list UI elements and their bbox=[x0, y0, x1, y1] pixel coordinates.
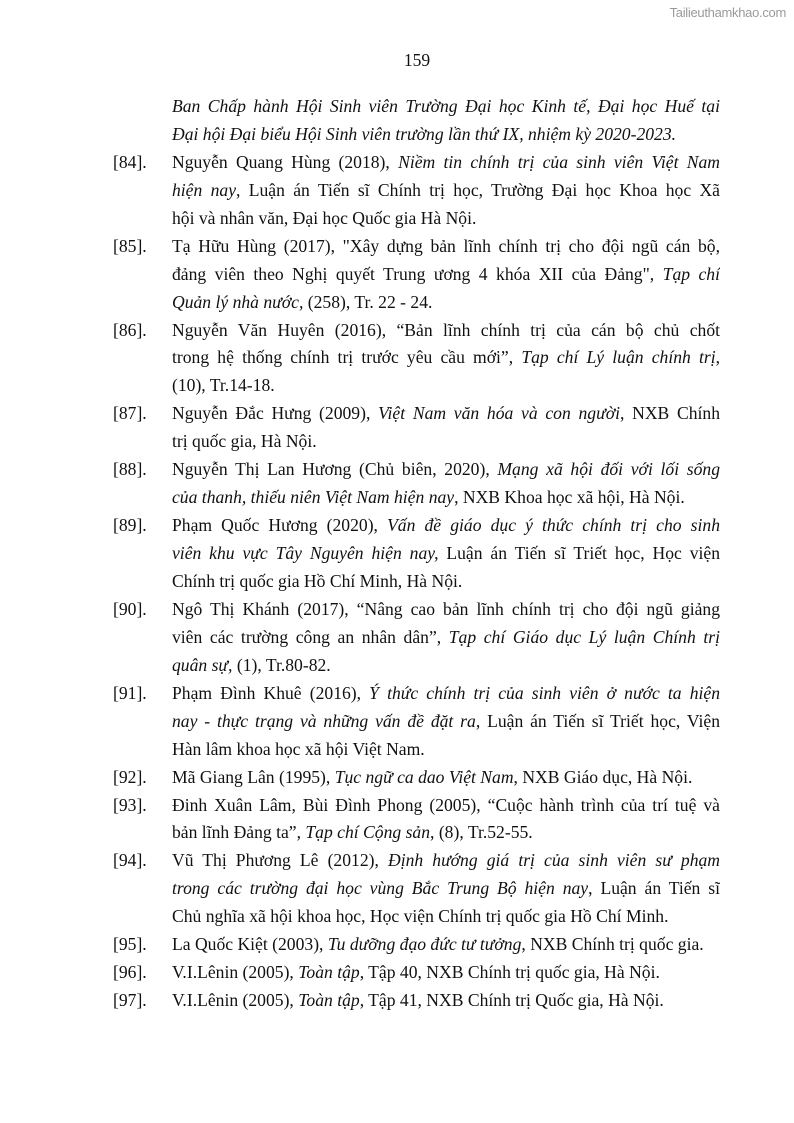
reference-text: Ngô Thị Khánh (2017), “Nâng cao bản lĩnh chính trị cho đội ngũ giảng bbox=[172, 598, 720, 619]
reference-text: Nguyễn Quang Hùng (2018), bbox=[172, 151, 399, 172]
reference-text: Tạ Hữu Hùng (2017), "Xây dựng bản lĩnh chính trị cho đội ngũ cán bộ, bbox=[172, 235, 720, 256]
reference-number: [93]. bbox=[113, 794, 147, 815]
reference-title: Toàn tập bbox=[298, 962, 360, 983]
reference-text: Nguyễn Đắc Hưng (2009), bbox=[172, 403, 379, 424]
reference-text: hội và nhân văn, Đại học Quốc gia Hà Nội. bbox=[172, 207, 477, 228]
page-number: 159 bbox=[403, 50, 431, 70]
reference-title: Niềm tin chính trị của sinh viên Việt Nam bbox=[398, 151, 720, 172]
reference-title: Tục ngữ ca dao Việt Nam bbox=[334, 766, 514, 787]
reference-text-line bbox=[172, 260, 720, 288]
reference-text: Chính trị quốc gia Hồ Chí Minh, Hà Nội. bbox=[172, 570, 463, 591]
reference-number: [97]. bbox=[113, 990, 147, 1011]
reference-title: Toàn tập bbox=[298, 990, 360, 1011]
reference-text-line bbox=[172, 791, 720, 819]
reference-text: , Luận án Tiến sĩ Chính trị học, Trường Đại học Khoa học Xã bbox=[236, 179, 720, 200]
reference-title: Tạp chí Cộng sản bbox=[305, 822, 431, 843]
reference-text-line bbox=[172, 818, 720, 846]
reference-number: [95]. bbox=[113, 934, 147, 955]
reference-text: Phạm Quốc Hương (2020), bbox=[172, 515, 388, 536]
reference-number: [92]. bbox=[113, 766, 147, 787]
reference-number: [89]. bbox=[113, 515, 147, 536]
reference-title: hiện nay bbox=[172, 179, 237, 200]
reference-number: [88]. bbox=[113, 459, 147, 480]
reference-number: [90]. bbox=[113, 598, 147, 619]
reference-text: , Luận án Tiến sĩ bbox=[588, 878, 720, 899]
reference-text-line bbox=[172, 204, 720, 232]
reference-title: Việt Nam văn hóa và con người bbox=[378, 403, 620, 424]
reference-text-line bbox=[172, 595, 720, 623]
reference-text-line bbox=[172, 92, 720, 120]
reference-text: đảng viên theo Nghị quyết Trung ương 4 khóa XII của Đảng", bbox=[172, 263, 663, 284]
reference-text: Vũ Thị Phương Lê (2012), bbox=[172, 850, 388, 871]
reference-text-line bbox=[172, 958, 720, 986]
reference-title: của thanh, thiếu niên Việt Nam hiện nay bbox=[172, 487, 455, 508]
reference-number: [85]. bbox=[113, 235, 147, 256]
reference-text-line bbox=[172, 930, 720, 958]
reference-text-line bbox=[172, 623, 720, 651]
reference-title: viên khu vực Tây Nguyên hiện nay, bbox=[172, 543, 439, 564]
reference-title: Tu dưỡng đạo đức tư tưởng bbox=[327, 934, 522, 955]
reference-title: Tạp chí bbox=[662, 263, 720, 284]
reference-text-line bbox=[172, 846, 720, 874]
reference-title: Ban Chấp hành Hội Sinh viên Trường Đại học Kinh tế, Đại học Huế tại bbox=[172, 96, 720, 116]
reference-text: Đinh Xuân Lâm, Bùi Đình Phong (2005), “Cuộc hành trình của trí tuệ và bbox=[172, 794, 720, 815]
reference-text: , NXB Giáo dục, Hà Nội. bbox=[513, 766, 693, 787]
reference-text: , NXB Khoa học xã hội, Hà Nội. bbox=[454, 487, 685, 508]
reference-text: trong hệ thống chính trị trước yêu cầu mới”, bbox=[172, 347, 522, 368]
reference-text: , NXB Chính trị quốc gia. bbox=[521, 934, 704, 955]
reference-text-line bbox=[172, 679, 720, 707]
reference-text: (258), Tr. 22 - 24. bbox=[303, 291, 433, 312]
reference-text: La Quốc Kiệt (2003), bbox=[172, 934, 328, 955]
reference-title: Tạp chí Lý luận chính trị bbox=[521, 347, 716, 368]
reference-text: , (8), Tr.52-55. bbox=[430, 822, 533, 843]
reference-text-line bbox=[172, 707, 720, 735]
reference-text-line bbox=[172, 567, 720, 595]
reference-text-line bbox=[172, 176, 720, 204]
reference-title: Mạng xã hội đối với lối sống bbox=[497, 459, 720, 480]
reference-text: Nguyễn Văn Huyên (2016), “Bản lĩnh chính trị của cán bộ chủ chốt bbox=[172, 319, 720, 340]
reference-text-line bbox=[172, 735, 720, 763]
reference-text-line bbox=[172, 288, 720, 316]
reference-text-line bbox=[172, 343, 720, 371]
reference-title: Quản lý nhà nước, bbox=[172, 291, 304, 312]
reference-text: V.I.Lênin (2005), bbox=[172, 990, 299, 1011]
reference-text: (10), Tr.14-18. bbox=[172, 375, 275, 396]
reference-title: trong các trường đại học vùng Bắc Trung Bộ hiện nay bbox=[172, 878, 589, 899]
reference-text-line bbox=[172, 399, 720, 427]
reference-text-line bbox=[172, 148, 720, 176]
reference-text-line bbox=[172, 651, 720, 679]
reference-text-line bbox=[172, 371, 720, 399]
reference-text: viên các trường công an nhân dân”, bbox=[172, 626, 449, 647]
reference-title: Vấn đề giáo dục ý thức chính trị cho sinh bbox=[387, 515, 720, 536]
reference-title: quân sự, bbox=[172, 654, 233, 675]
reference-text: Luận án Tiến sĩ Triết học, Học viện bbox=[438, 543, 720, 564]
reference-text: Phạm Đình Khuê (2016), bbox=[172, 682, 370, 703]
reference-text-line bbox=[172, 316, 720, 344]
reference-text: trị quốc gia, Hà Nội. bbox=[172, 431, 317, 452]
reference-text: , Tập 40, NXB Chính trị quốc gia, Hà Nội. bbox=[359, 962, 660, 983]
reference-text: Mã Giang Lân (1995), bbox=[172, 766, 335, 787]
reference-title: Định hướng giá trị của sinh viên sư phạm bbox=[387, 850, 720, 871]
reference-text-line bbox=[172, 539, 720, 567]
reference-number: [86]. bbox=[113, 319, 147, 340]
reference-text: V.I.Lênin (2005), bbox=[172, 962, 299, 983]
reference-text: , bbox=[715, 347, 720, 368]
reference-title: Đại hội Đại biểu Hội Sinh viên trường lần thứ IX, nhiệm kỳ 2020-2023. bbox=[172, 123, 677, 144]
reference-text-line bbox=[172, 763, 720, 791]
reference-text: , NXB Chính bbox=[619, 403, 720, 424]
reference-number: [91]. bbox=[113, 682, 147, 703]
watermark: Tailieuthamkhao.com bbox=[669, 5, 786, 20]
reference-text-line bbox=[172, 874, 720, 902]
reference-title: Tạp chí Giáo dục Lý luận Chính trị bbox=[448, 626, 720, 647]
reference-text-line bbox=[172, 902, 720, 930]
reference-number: [96]. bbox=[113, 962, 147, 983]
reference-number: [84]. bbox=[113, 151, 147, 172]
reference-title: nay - thực trạng và những vấn đề đặt ra bbox=[172, 710, 476, 731]
reference-number: [94]. bbox=[113, 850, 147, 871]
reference-text: (1), Tr.80-82. bbox=[232, 654, 331, 675]
reference-text: Hàn lâm khoa học xã hội Việt Nam. bbox=[172, 738, 425, 759]
reference-text-line bbox=[172, 427, 720, 455]
reference-text-line bbox=[172, 120, 720, 148]
reference-text: , Tập 41, NXB Chính trị Quốc gia, Hà Nội. bbox=[359, 990, 664, 1011]
reference-text-line bbox=[172, 455, 720, 483]
reference-title: Ý thức chính trị của sinh viên ở nước ta hiện bbox=[369, 682, 720, 703]
reference-text-line bbox=[172, 232, 720, 260]
reference-text: Nguyễn Thị Lan Hương (Chủ biên, 2020), bbox=[172, 459, 498, 480]
reference-text-line bbox=[172, 511, 720, 539]
reference-text: , Luận án Tiến sĩ Triết học, Viện bbox=[475, 710, 720, 731]
reference-text-line bbox=[172, 986, 720, 1014]
reference-number: [87]. bbox=[113, 403, 147, 424]
reference-text-line bbox=[172, 483, 720, 511]
reference-text: bản lĩnh Đảng ta”, bbox=[172, 822, 306, 843]
reference-text: Chủ nghĩa xã hội khoa học, Học viện Chính trị quốc gia Hồ Chí Minh. bbox=[172, 906, 669, 927]
